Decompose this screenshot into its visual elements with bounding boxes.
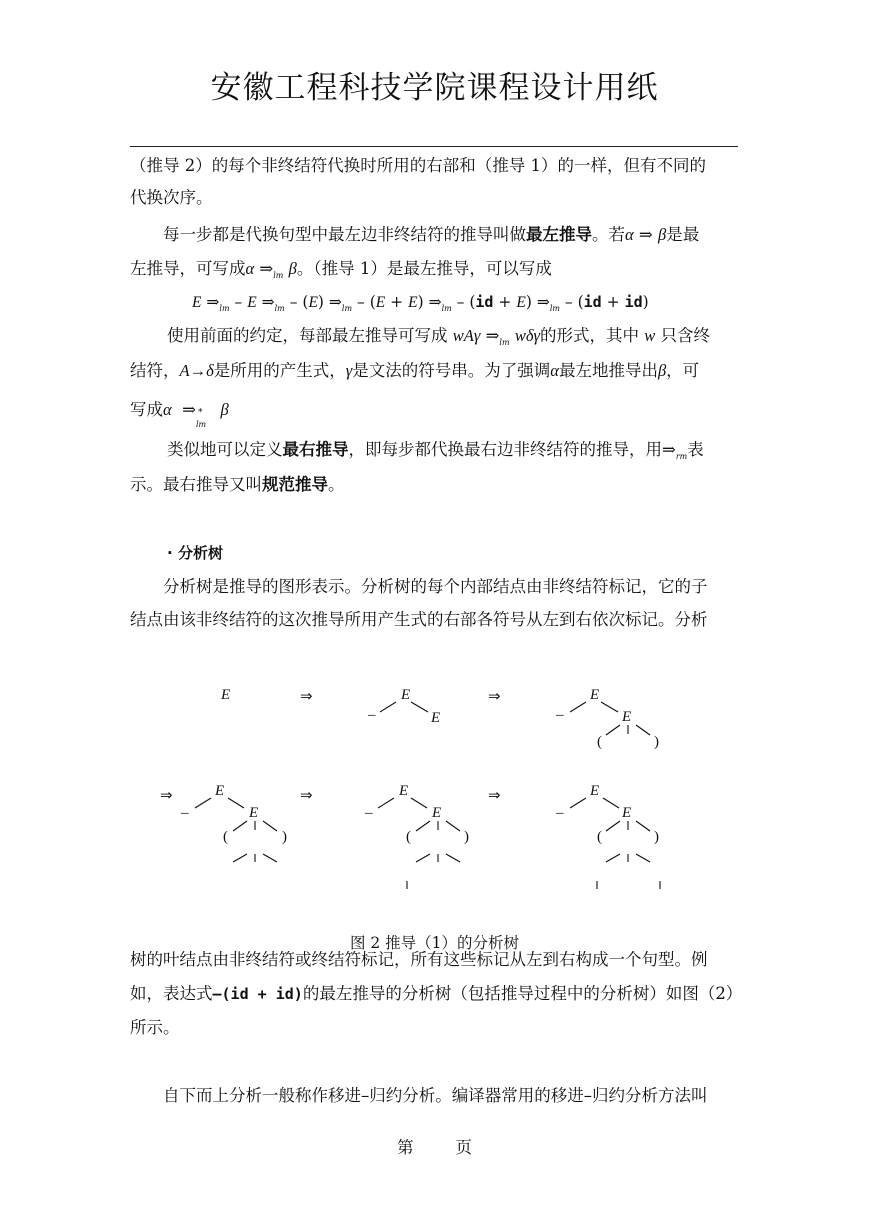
p4-line1: 类似地可以定义最右推导，即每步都代换最右边非终结符的推导，用$\Rightarrow_{rm}$表 xyxy=(167,440,704,461)
tree2-child-e: E xyxy=(431,710,441,726)
tree6-minus: – xyxy=(556,805,564,821)
header-rule xyxy=(130,146,738,147)
derive-arrow-3: ⇒ xyxy=(160,788,173,804)
derive-arrow-2: ⇒ xyxy=(488,689,501,705)
p6-line1: 树的叶结点由非终结符或终结符标记，所有这些标记从左到右构成一个句型。例 xyxy=(130,950,708,969)
tree3-root: E xyxy=(590,687,600,703)
p1-line1: （推导 2）的每个非终结符代换时所用的右部和（推导 1）的一样，但有不同的 xyxy=(130,156,706,175)
tree4-root: E xyxy=(215,783,225,799)
p5-line2: 结点由该非终结符的这次推导所用产生式的右部各符号从左到右依次标记。分析 xyxy=(130,610,708,629)
term-rightmost-derivation: 最右推导 xyxy=(282,440,349,459)
tree6-rparen: ) xyxy=(654,829,659,845)
p6-line2: 如，表达式–(id + id)的最左推导的分析树（包括推导过程中的分析树）如图（2） xyxy=(130,984,743,1003)
tree6-root: E xyxy=(590,783,600,799)
tree6-lparen: ( xyxy=(597,829,602,845)
p2-line2: 左推导，可写成α $\Rightarrow_{lm}$ β。（推导 1）是最左推导，可以写成 xyxy=(130,259,552,280)
figure-caption: 图 2 推导（1）的分析树 xyxy=(349,934,520,952)
tree3-minus: – xyxy=(556,707,564,723)
tree2-root: E xyxy=(401,687,411,703)
tree3-child-e: E xyxy=(622,709,632,725)
p1-line2: 代换次序。 xyxy=(130,188,213,207)
tree-edges xyxy=(195,702,660,889)
tree4-child-e: E xyxy=(249,805,259,821)
tree5-minus: – xyxy=(365,805,373,821)
tree3-lparen: ( xyxy=(597,734,602,750)
tree5-child-e: E xyxy=(432,805,442,821)
tree3-rparen: ) xyxy=(654,734,659,750)
tree1-root: E xyxy=(221,687,231,703)
derive-arrow-5: ⇒ xyxy=(488,788,501,804)
p4-line2: 示。最右推导又叫规范推导。 xyxy=(130,475,345,494)
derive-arrow-1: ⇒ xyxy=(300,689,313,705)
p3-line2: 结符，A→δ是所用的产生式，γ是文法的符号串。为了强调α最左地推导出β，可 xyxy=(130,361,700,380)
p3-line1: 使用前面的约定，每部最左推导可写成 wAγ $\Rightarrow_{lm}$ wδγ的形式，其中 w 只含终 xyxy=(167,326,711,347)
p3-line3: 写成α ⇒ * lm β xyxy=(130,400,229,429)
tree6-child-e: E xyxy=(622,805,632,821)
term-canonical-derivation: 规范推导 xyxy=(262,475,328,494)
tree4-minus: – xyxy=(181,805,189,821)
tree2-minus: – xyxy=(368,707,376,723)
p6-line3: 所示。 xyxy=(130,1018,180,1037)
p5-line1: 分析树是推导的图形表示。分析树的每个内部结点由非终结符标记，它的子 xyxy=(163,577,708,596)
tree5-rparen: ) xyxy=(464,829,469,845)
term-leftmost-derivation: 最左推导 xyxy=(526,225,592,244)
derivation-formula: E $\Rightarrow_{lm}$ – E $\Rightarrow_{lm} - (E)$ $\Rightarrow_{lm} - (E + E)$ $\Rightarrow_{lm} - (id + E)$ $\Rightarrow_{lm} - (id + id)$ xyxy=(192,293,649,313)
page-header-title: 安徽工程科技学院课程设计用纸 xyxy=(210,70,659,106)
p7-line1: 自下而上分析一般称作移进–归约分析。编译器常用的移进–归约分析方法叫 xyxy=(163,1086,708,1105)
bullet-icon: · xyxy=(167,544,173,562)
section-heading: · 分析树 xyxy=(167,544,223,562)
p2-line1: 每一步都是代换句型中最左边非终结符的推导叫做最左推导。若α ⇒ β是最 xyxy=(163,225,700,244)
tree4-rparen: ) xyxy=(282,829,287,845)
derive-arrow-4: ⇒ xyxy=(300,788,313,804)
tree5-lparen: ( xyxy=(406,829,411,845)
page-footer: 第 页 xyxy=(397,1138,472,1157)
tree4-lparen: ( xyxy=(223,829,228,845)
tree5-root: E xyxy=(399,783,409,799)
